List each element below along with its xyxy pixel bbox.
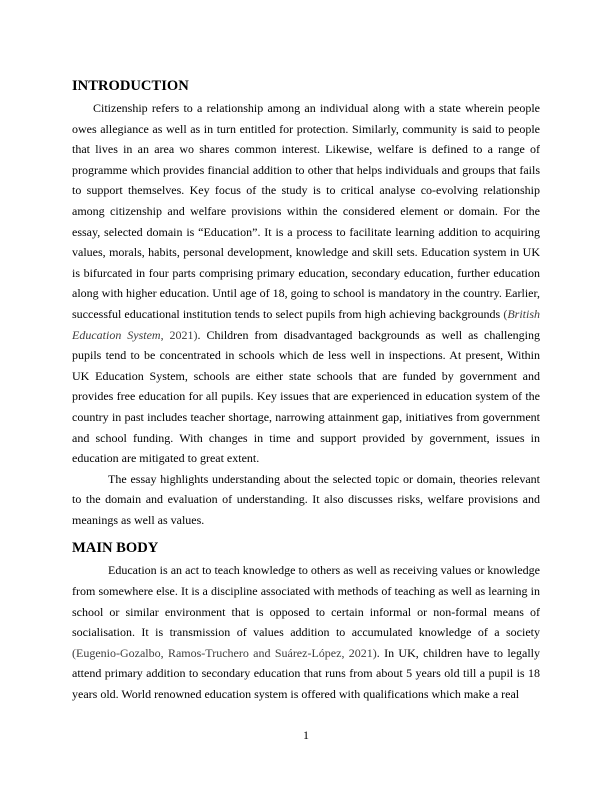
main-text-part-1: Education is an act to teach knowledge to others as well as receiving values or knowledge from somewhere else. It is a discipline associated with methods of teaching as well as learning in school or similar environment that is opposed to certain informal or non-formal means of socialisation. It is transmission of values addition to accumulated knowledge of a society [72, 563, 540, 640]
intro-citation-year: , 2021) [160, 327, 198, 342]
page-content [72, 76, 540, 705]
page-number: 1 [303, 728, 309, 742]
introduction-paragraph-2: The essay highlights understanding about the selected topic or domain, theories relevant to the domain and evaluation of understanding. It also discusses risks, welfare provisions and meanings as well as values. [72, 471, 540, 527]
main-body-paragraph-1 [72, 560, 540, 704]
introduction-heading: INTRODUCTION [72, 78, 189, 94]
intro-text-part-1: Citizenship refers to a relationship among an individual along with a state wherein people owes allegiance as well as in turn entitled for protection. Similarly, community is said to people that lives in an area wo shares common interest. Likewise, welfare is defined to a range of programme which provides financial addition to other that helps individuals and groups that fails to support themselves. Key focus of the study is to critical analyse co-evolving relationship among citizenship and welfare provisions within the considered element or domain. For the essay, selected domain is “Education”. It is a process to facilitate learning addition to acquiring values, morals, habits, personal development, knowledge and skill sets. Education system in UK is bifurcated in four parts comprising primary education, secondary education, further education along with higher education. Until age of 18, going to school is mandatory in the country. Earlier, successful educational institution tends to select pupils from high achieving backgrounds [72, 101, 540, 321]
intro-text-part-2: . Children from disadvantaged backgrounds as well as challenging pupils tend to be concentrated in schools which de less well in inspections. At present, Within UK Education System, schools are either state schools that are funded by government and provides free education for all pupils. Key issues that are experienced in education system of the country in past includes teacher shortage, narrowing attainment gap, initiatives from government and school funding. With changes in time and support provided by government, issues in education are mitigated to great extent. [72, 327, 540, 466]
intro-citation-title: British Education System [72, 306, 540, 342]
main-text-part-2: . In UK, children have to legally attend primary addition to secondary education that runs from about 5 years old till a pupil is 18 years old. World renowned education system is offered with qualifications which make a real [72, 645, 540, 702]
main-citation: (Eugenio-Gozalbo, Ramos-Truchero and Suárez-López, 2021) [72, 645, 377, 660]
main-body-heading: MAIN BODY [72, 540, 159, 557]
intro-citation-open: ( [503, 306, 508, 321]
introduction-paragraph-1 [72, 98, 540, 469]
